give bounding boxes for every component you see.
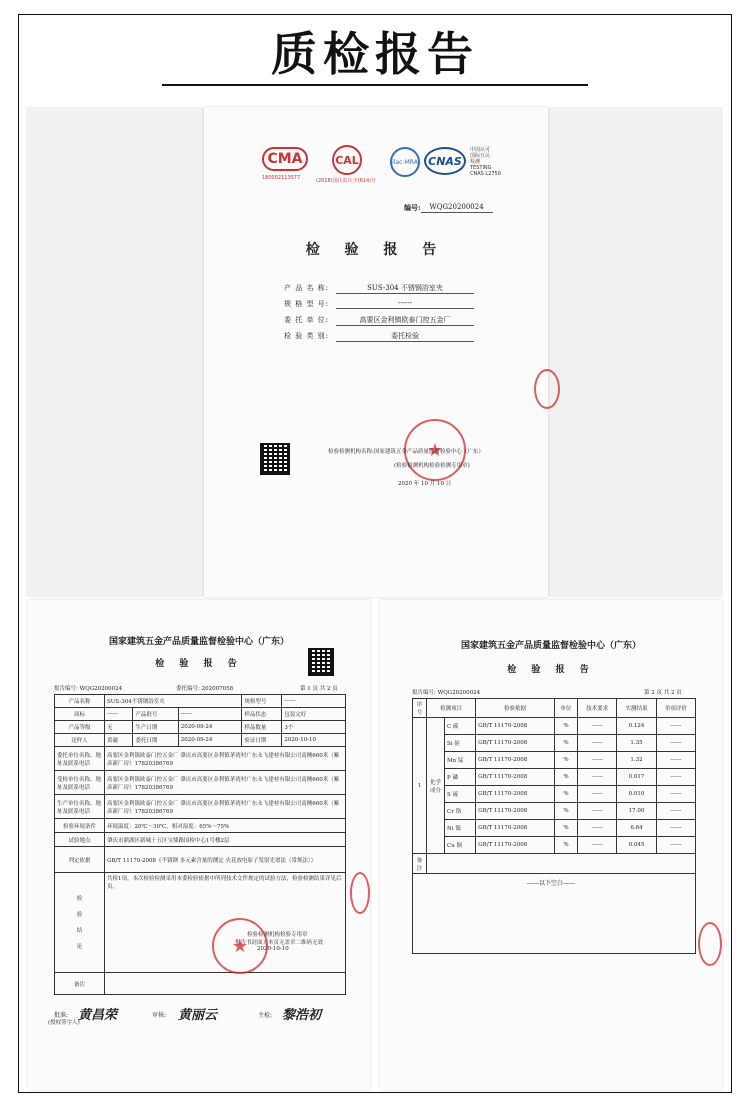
cnas-logo: CNAS <box>424 147 466 175</box>
p1-reviewer-signature: 黄丽云 <box>178 1008 218 1023</box>
cma-number: 180002113577 <box>262 175 301 181</box>
p1-org: 国家建筑五金产品质量监督检验中心（广东） <box>108 637 289 647</box>
p2-blank-note: ------以下空白------ <box>526 880 576 887</box>
cover-edge-seal <box>534 369 560 409</box>
title-underline <box>162 84 588 86</box>
cma-logo: CMA <box>262 147 308 171</box>
page-title: 质检报告 <box>271 27 479 81</box>
cover-field-type: 检 验 类 别: 委托检验 <box>284 331 474 342</box>
cover-field-product: 产 品 名 称: SUS-304 不锈钢浴室夹 <box>284 283 474 294</box>
p1-page-no: 第 1 页 共 2 页 <box>300 686 338 692</box>
report-page-2 <box>380 600 722 1090</box>
p2-blank-area <box>412 870 696 954</box>
p1-approver-signature: 黄昌荣 <box>78 1008 118 1023</box>
p1-reviewer-label: 审核: <box>152 1012 167 1019</box>
cover-report-title: 检 验 报 告 <box>305 242 447 258</box>
p1-edge-seal <box>350 872 370 914</box>
cover-red-seal: ★ <box>404 419 466 481</box>
cover-scan-background <box>26 107 723 597</box>
p1-approver-label: 批准: <box>54 1012 69 1019</box>
cnas-text: 中国认可 国际互认 检测 TESTING CNAS L2750 <box>470 147 501 177</box>
p1-info-table: 产品名称 SUS-304不锈钢浴室夹 规格型号 ------ 商标 ------ 产品批号 ------ 样品状态 包装完好 产品等级 无 生产日期 2020-09-24 样品数量 3个 送样人 黄磁 委托日期 2020-09-24 验证日期 2020-10-10 委托单位名称、地址及联系电话 高要区金利镇欧泰门控五金厂 肇庆市高要区金利镇茅湾村广东永飞建材有限公司南侧660米（紫彦新厂房）17820386769 受检单位名称、地址及联系电话 高要区金利镇欧泰门控五金厂 肇庆市高要区金利镇茅湾村广东永飞建材有限公司南侧660米（紫彦新厂房）17820386769 生产单位名称、地址及联系电话 高要区金利镇欧泰门控五金厂 肇庆市高要区金利镇茅湾村广东永飞建材有限公司南侧660米（紫彦新厂房）17820386769 检验环境条件 环境温度：20℃～30℃，相对湿度：65%～75% 试验地点 肇庆市鼎湖区新城十五区宝鼎路国检中心1号楼2层 判定依据 GB/T 11170-2008《不锈钢 多元素含量的测定 火花放电原子发射光谱法（常规法）》 检 验 结 论 共检1项。本次检验检测采用本委检验依据中所列技术文件规定的试验方法，检验检测结果详见后页。 检验检测机构检验专用章 报告书封面无本页无盖章二维码无效 2020-10-10 备注 <box>54 694 346 995</box>
cover-report-number: 编号: WQG20200024 <box>404 203 493 213</box>
cover-field-model: 规 格 型 号: ------ <box>284 299 474 309</box>
cal-logo: CAL <box>332 145 362 175</box>
p1-red-seal: ★ <box>212 918 268 974</box>
p1-report-no: 报告编号: WQG20200024 <box>54 686 123 692</box>
p2-report-no: 报告编号: WQG20200024 <box>412 690 481 696</box>
p1-inspector-signature: 黎浩初 <box>282 1008 322 1023</box>
p1-qr-code <box>308 648 334 676</box>
cal-number: (2018)国认监认字(614)号 <box>316 178 377 184</box>
p2-org: 国家建筑五金产品质量监督检验中心（广东） <box>460 641 641 651</box>
p1-title: 检 验 报 告 <box>155 659 243 669</box>
p2-results-table: 序号 检测项目 检验依据 单位 技术要求 实测结果 单项评价 1 化学成分 C 碳 GB/T 11170-2008 % ------ 0.124 ------ Si 硅 GB/T 11170-2008 % ------ 1.35 ------ Mn 锰 GB/T 11170-2008 % ------ 1.32 ------ P 磷 GB/T 11170-2008 % ------ 0.017 ------ S 硫 GB/T 11170-2008 % ------ 0.010 ------ Cr 铬 GB/T 11170-2008 % ------ 17.00 ------ Ni 镍 GB/T 11170-2008 % ------ 6.64 ------ Cu 铜 GB/T 11170-2008 % ------ 0.045 ------ 备注 <box>412 698 696 874</box>
p2-title: 检 验 报 告 <box>507 665 595 675</box>
cover-page <box>204 107 548 597</box>
cover-org-line: 检验检测机构名称:国家建筑五金产品质量监督检验中心（广东） <box>328 449 484 455</box>
cover-field-client: 委 托 单 位: 高要区金利镇欧泰门控五金厂 <box>284 315 474 326</box>
cover-org-sub: (检验检测机构检验检测专用章) <box>394 463 470 469</box>
p2-page-no: 第 2 页 共 2 页 <box>644 690 682 696</box>
p2-edge-seal <box>698 922 722 966</box>
p1-approver-sub: (授权签字人) <box>48 1020 80 1026</box>
cover-date: 2020 年 10 月 10 日 <box>398 481 452 487</box>
report-page-1 <box>28 600 370 1090</box>
cover-qr-code <box>260 443 290 475</box>
p1-entrust-no: 委托编号: 202007058 <box>176 686 234 692</box>
ilac-mra-logo: ilac-MRA <box>390 147 420 177</box>
p1-inspector-label: 主检: <box>258 1012 273 1019</box>
